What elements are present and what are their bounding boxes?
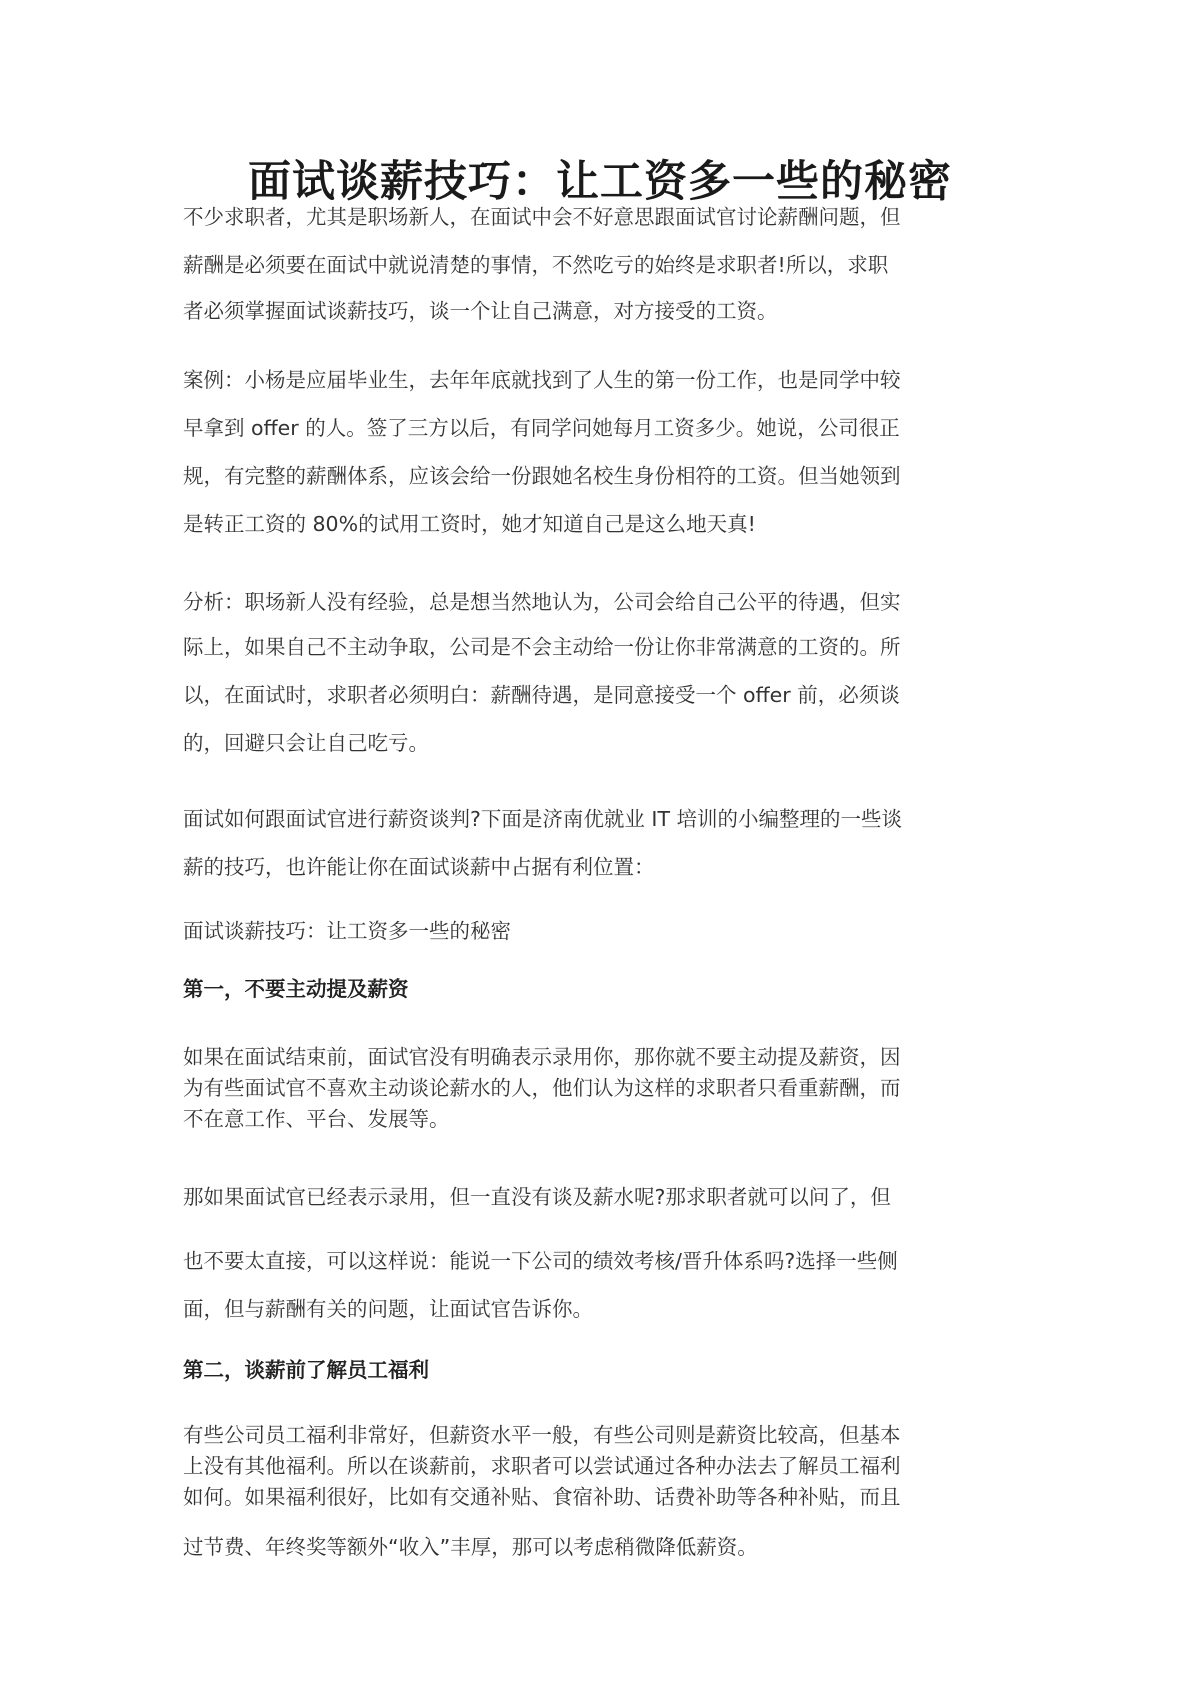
intro-line: 者必须掌握面试谈薪技巧，谈一个让自己满意，对方接受的工资。 bbox=[183, 299, 778, 323]
section-heading-1: 第一，不要主动提及薪资 bbox=[183, 977, 409, 1001]
tip1-line: 为有些面试官不喜欢主动谈论薪水的人，他们认为这样的求职者只看重薪酬，而 bbox=[183, 1076, 901, 1100]
tip2-line: 上没有其他福利。所以在谈薪前，求职者可以尝试通过各种办法去了解员工福利 bbox=[183, 1454, 901, 1478]
case-line: 早拿到 offer 的人。签了三方以后，有同学问她每月工资多少。她说，公司很正 bbox=[183, 416, 900, 440]
analysis-line: 际上，如果自己不主动争取，公司是不会主动给一份让你非常满意的工资的。所 bbox=[183, 635, 901, 659]
tip2-line: 有些公司员工福利非常好，但薪资水平一般，有些公司则是薪资比较高，但基本 bbox=[183, 1423, 901, 1447]
tip1-line: 如果在面试结束前，面试官没有明确表示录用你，那你就不要主动提及薪资，因 bbox=[183, 1045, 901, 1069]
document-title: 面试谈薪技巧：让工资多一些的秘密 bbox=[248, 157, 952, 207]
tip2-line: 过节费、年终奖等额外“收入”丰厚，那可以考虑稍微降低薪资。 bbox=[183, 1535, 758, 1559]
tip1b-line: 那如果面试官已经表示录用，但一直没有谈及薪水呢?那求职者就可以问了，但 bbox=[183, 1185, 891, 1209]
case-line: 案例：小杨是应届毕业生，去年年底就找到了人生的第一份工作，也是同学中较 bbox=[183, 368, 901, 392]
case-line: 规，有完整的薪酬体系，应该会给一份跟她名校生身份相符的工资。但当她领到 bbox=[183, 464, 901, 488]
analysis-line: 分析：职场新人没有经验，总是想当然地认为，公司会给自己公平的待遇，但实 bbox=[183, 590, 901, 614]
tip2-line: 如何。如果福利很好，比如有交通补贴、食宿补助、话费补助等各种补贴，而且 bbox=[183, 1485, 901, 1509]
howto-line: 面试如何跟面试官进行薪资谈判?下面是济南优就业 IT 培训的小编整理的一些谈 bbox=[183, 807, 902, 831]
tip1b-line: 也不要太直接，可以这样说：能说一下公司的绩效考核/晋升体系吗?选择一些侧 bbox=[183, 1249, 898, 1273]
intro-line: 不少求职者，尤其是职场新人，在面试中会不好意思跟面试官讨论薪酬问题，但 bbox=[183, 205, 901, 229]
tip1b-line: 面，但与薪酬有关的问题，让面试官告诉你。 bbox=[183, 1297, 593, 1321]
intro-line: 薪酬是必须要在面试中就说清楚的事情，不然吃亏的始终是求职者!所以，求职 bbox=[183, 253, 889, 277]
tip1-line: 不在意工作、平台、发展等。 bbox=[183, 1107, 450, 1131]
howto-line: 薪的技巧，也许能让你在面试谈薪中占据有利位置： bbox=[183, 855, 655, 879]
case-line: 是转正工资的 80%的试用工资时，她才知道自己是这么地天真! bbox=[183, 512, 756, 536]
section-subtitle: 面试谈薪技巧：让工资多一些的秘密 bbox=[183, 919, 511, 943]
analysis-line: 以，在面试时，求职者必须明白：薪酬待遇，是同意接受一个 offer 前，必须谈 bbox=[183, 683, 900, 707]
analysis-line: 的，回避只会让自己吃亏。 bbox=[183, 731, 429, 755]
section-heading-2: 第二，谈薪前了解员工福利 bbox=[183, 1358, 429, 1382]
